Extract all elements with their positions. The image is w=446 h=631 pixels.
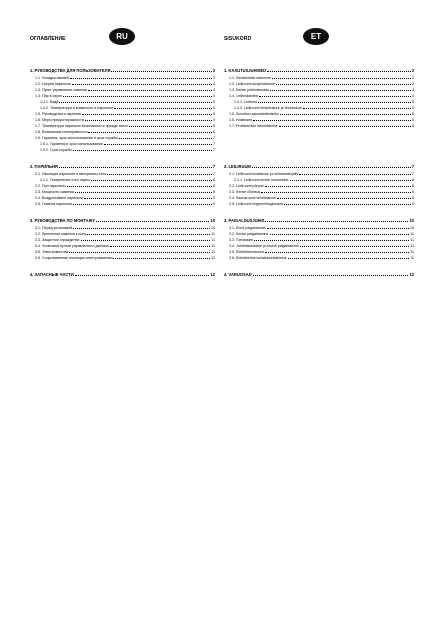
toc-entry-page-number: 3 [412, 76, 414, 80]
dot-leader [279, 126, 411, 127]
toc-entry-text: 3.3. Защитное ограждение [35, 238, 80, 242]
toc-entry-text: 2.1.1. Leiliruumi seinte mustumine [234, 178, 289, 182]
toc-entry-text: 1.4. Leiliviskamine [229, 94, 259, 98]
toc-entry-page-number: 3 [412, 82, 414, 86]
toc-entry-page-number: 6 [213, 124, 215, 128]
toc-entry-page-number: 8 [213, 184, 215, 188]
toc-entry-text: 1. РУКОВОДСТВА ДЛЯ ПОЛЬЗОВАТЕЛЯ [30, 68, 111, 73]
language-badge-ru: RU [109, 28, 135, 45]
toc-entry-page-number: 10 [409, 218, 414, 223]
toc-entry-page-number: 7 [412, 172, 414, 176]
toc-entry-text: 2.3. Мощность каменки [35, 190, 74, 194]
toc-entry-page-number: 9 [213, 202, 215, 206]
toc-entry-page-number: 9 [412, 196, 414, 200]
toc-entry-text: 1.7. Температура парильни Безопасность прежде всего [35, 124, 128, 128]
dot-leader [87, 234, 210, 235]
dot-leader [288, 258, 410, 259]
dot-leader [303, 108, 411, 109]
toc-entry-page-number: 5 [213, 118, 215, 122]
dot-leader [59, 167, 212, 168]
toc-entry-page-number: 11 [410, 256, 414, 260]
toc-entry-page-number: 3 [213, 76, 215, 80]
dot-leader [290, 180, 411, 181]
toc-entry-page-number: 11 [211, 238, 215, 242]
toc-entry-text: 3.4. Juhtimisseadme ja anduri paigaldamine [229, 244, 300, 248]
toc-entry-page-number: 5 [412, 118, 414, 122]
toc-entry-text: 1.1. Укладка камней [35, 76, 69, 80]
toc-entry-text: 2.4. Воздухообмен парильни [35, 196, 83, 200]
toc-entry-text: 1. KASUTUSJUHISED [224, 68, 267, 73]
dot-leader [129, 126, 212, 127]
toc-entry-text: 1.9.2. Срок службы [40, 148, 72, 152]
dot-leader [110, 246, 211, 247]
toc-header-ru [30, 28, 215, 46]
toc-entry [224, 200, 414, 206]
toc-entry [30, 66, 215, 73]
toc-entry-text: 3. РУКОВОДСТВА ПО МОНТАЖУ [30, 218, 95, 223]
toc-entry-text: 1.6. Меры предосторожности [35, 118, 84, 122]
dot-leader [88, 90, 212, 91]
toc-entry-text: 1.4.2. Температура и влажность в парильне [40, 106, 114, 110]
toc-entry-text: 2. ПАРИЛЬНЯ [30, 164, 58, 169]
toc-title-et: SISUKORD [224, 36, 252, 42]
dot-leader [270, 90, 411, 91]
dot-leader [70, 78, 212, 79]
toc-entry-page-number: 7 [213, 136, 215, 140]
toc-entry-page-number: 5 [412, 100, 414, 104]
toc-entry-page-number: 4 [412, 88, 414, 92]
toc-entry-page-number: 3 [212, 68, 215, 73]
toc-entry-text: 4. ЗАПАСНЫЕ ЧАСТИ [30, 272, 74, 277]
toc-entry-text: 1.2. Нагрев парильни [35, 82, 71, 86]
toc-header-et [224, 28, 414, 46]
dot-leader [265, 252, 410, 253]
toc-entry [30, 162, 215, 169]
toc-entry-page-number: 11 [410, 232, 414, 236]
toc-title-ru: ОГЛАВЛЕНИЕ [30, 36, 66, 42]
dot-leader [114, 108, 212, 109]
dot-leader [84, 198, 212, 199]
dot-leader [85, 120, 212, 121]
toc-entry-page-number: 4 [213, 94, 215, 98]
toc-entry-text: 1.9. Гарантия, срок использования и срок службы [35, 136, 118, 140]
dot-leader [277, 198, 411, 199]
toc-entry-text: 1.1. Kerisekivide ladumine [229, 76, 271, 80]
dot-leader [253, 275, 409, 276]
toc-entry-page-number: 12 [409, 272, 414, 277]
toc-entry-page-number: 10 [211, 226, 215, 230]
toc-entry-text: 1.3. Kerise juhtimisseade [229, 88, 270, 92]
toc-entry-text: 2.5. Гигиена парильни [35, 202, 72, 206]
toc-column-et [224, 28, 414, 277]
dot-leader [63, 96, 212, 97]
dot-leader [252, 167, 411, 168]
toc-entry-text: 2.4. Saunaruumi ventilatsioon [229, 196, 277, 200]
dot-leader [96, 221, 210, 222]
toc-entry [224, 122, 414, 128]
toc-entry-page-number: 5 [412, 106, 414, 110]
toc-entry-text: 1.7. Probleemide lahendamine [229, 124, 278, 128]
toc-entry-text: 2.1. Leiliruumi isolatsioon ja seinamaterjalid [229, 172, 299, 176]
toc-entry-page-number: 5 [213, 106, 215, 110]
dot-leader [73, 204, 212, 205]
toc-entry-page-number: 12 [211, 256, 215, 260]
toc-entry-text: 3.1. Перед установкой [35, 226, 73, 230]
toc-entry-text: 3. PAIGALDUSJUHIS [224, 218, 265, 223]
toc-entry-text: 1.9.1. Гарантия и срок использования [40, 142, 103, 146]
toc-entry-page-number: 4 [213, 88, 215, 92]
toc-entry-text: 3.2. Крепление каменки к полу [35, 232, 87, 236]
dot-leader [72, 84, 212, 85]
toc-entry-text: 2.3. Kerise võimsus [229, 190, 261, 194]
dot-leader [259, 96, 411, 97]
toc-entry-text: 2. LEILIRUUM [224, 164, 251, 169]
toc-entry [224, 66, 414, 73]
toc-entry-page-number: 11 [410, 250, 414, 254]
toc-entry-text: 3.1. Enne paigaldamist [229, 226, 266, 230]
dot-leader [119, 138, 212, 139]
toc-entry-page-number: 11 [211, 244, 215, 248]
dot-leader [69, 252, 210, 253]
dot-leader [299, 174, 411, 175]
dot-leader [265, 221, 408, 222]
dot-leader [300, 246, 409, 247]
toc-entry-page-number: 11 [211, 232, 215, 236]
dot-leader [272, 78, 411, 79]
toc-entry-text: 3.5. Elektriühendused [229, 250, 264, 254]
toc-entry-page-number: 7 [213, 142, 215, 146]
dot-leader [113, 258, 210, 259]
toc-entry-page-number: 9 [412, 202, 414, 206]
dot-leader [253, 120, 411, 121]
dot-leader [104, 144, 212, 145]
toc-entry-page-number: 5 [213, 100, 215, 104]
dot-leader [75, 275, 210, 276]
toc-entry-page-number: 8 [412, 178, 414, 182]
toc-entry-page-number: 7 [212, 164, 215, 169]
toc-entry-page-number: 8 [412, 190, 414, 194]
toc-entry-text: 3.2. Kerise paigaldamine [229, 232, 269, 236]
toc-entry-page-number: 6 [412, 124, 414, 128]
toc-entry [224, 254, 414, 260]
toc-entry-text: 2.2. Пол парильни [35, 184, 66, 188]
toc-entry-page-number: 10 [210, 218, 215, 223]
dot-leader [267, 228, 409, 229]
toc-column-ru [30, 28, 215, 277]
toc-entry-page-number: 6 [213, 130, 215, 134]
toc-entry-text: 1.5. Руководства к парению [35, 112, 82, 116]
dot-leader [59, 102, 212, 103]
dot-leader [280, 114, 411, 115]
toc-entry-page-number: 4 [213, 82, 215, 86]
dot-leader [88, 132, 212, 133]
dot-leader [261, 192, 411, 193]
dot-leader [73, 228, 210, 229]
toc-entry-text: 1.8. Возможные неисправности [35, 130, 88, 134]
toc-entry [30, 254, 215, 260]
toc-entry [30, 200, 215, 206]
dot-leader [91, 180, 212, 181]
toc-entry [30, 270, 215, 277]
toc-entry-page-number: 8 [213, 178, 215, 182]
toc-entry [224, 270, 414, 277]
toc-entry-text: 4. VARUOSAD [224, 272, 252, 277]
toc-entry-text: 1.4.1. Вода [40, 100, 59, 104]
toc-entry-page-number: 9 [213, 196, 215, 200]
toc-entry-page-number: 11 [211, 250, 215, 254]
toc-entry-text: 2.1. Изоляция парильни и материалы стен [35, 172, 107, 176]
dot-leader [258, 102, 411, 103]
toc-entry-page-number: 7 [213, 172, 215, 176]
dot-leader [82, 114, 212, 115]
dot-leader [284, 204, 411, 205]
toc-entry-text: 1.4. Пар в сауне [35, 94, 63, 98]
toc-entry-page-number: 10 [410, 226, 414, 230]
dot-leader [75, 192, 212, 193]
toc-entry-text: 3.6. Сопротивление изоляции электрокаменки [35, 256, 113, 260]
toc-entry [224, 162, 414, 169]
toc-entry [30, 146, 215, 152]
toc-entry-text: 1.5. Soovitusi saunaskäimiseks [229, 112, 279, 116]
dot-leader [267, 71, 411, 72]
toc-entry-text: 3.6. Elektrikerise isolatsioonitakistus [229, 256, 287, 260]
toc-entry-text: 3.4. Установка пульта управления и датчика [35, 244, 109, 248]
toc-entry-page-number: 8 [412, 184, 414, 188]
dot-leader [81, 240, 211, 241]
toc-entry-text: 3.5. Электромонтаж [35, 250, 69, 254]
toc-entry-text: 2.1.1. Почернение стен сауны [40, 178, 90, 182]
toc-entry-page-number: 5 [412, 112, 414, 116]
dot-leader [111, 71, 211, 72]
toc-entry-text: 2.2. Leiliruumi põrand [229, 184, 264, 188]
toc-entry-page-number: 11 [410, 244, 414, 248]
toc-entry-page-number: 4 [412, 94, 414, 98]
dot-leader [265, 186, 411, 187]
toc-entry [224, 216, 414, 223]
dot-leader [270, 234, 410, 235]
toc-entry-text: 1.6. Hoiatused [229, 118, 253, 122]
toc-entry-text: 1.4.2. Leiliruumi temperatuur ja õhuniiskus [234, 106, 302, 110]
dot-leader [276, 84, 411, 85]
language-badge-et: ET [303, 28, 329, 45]
toc-entry [30, 216, 215, 223]
dot-leader [67, 186, 212, 187]
dot-leader [254, 240, 409, 241]
toc-entry-page-number: 7 [411, 164, 414, 169]
dot-leader [73, 150, 212, 151]
toc-entry-page-number: 3 [411, 68, 414, 73]
toc-entry-page-number: 8 [213, 190, 215, 194]
toc-entry-text: 3.3. Turvaraam [229, 238, 254, 242]
toc-entry-text: 1.3. Пульт управления каменки [35, 88, 87, 92]
toc-entry-page-number: 12 [210, 272, 215, 277]
toc-entry-text: 1.4.1. Leilivesi [234, 100, 257, 104]
toc-entry-page-number: 11 [410, 238, 414, 242]
toc-entry-page-number: 7 [213, 148, 215, 152]
toc-entry-page-number: 5 [213, 112, 215, 116]
toc-entry-text: 1.2. Leiliruumi soojendamine [229, 82, 275, 86]
toc-entry-text: 2.5. Leiliruumi hügieenitingimused [229, 202, 284, 206]
dot-leader [107, 174, 212, 175]
